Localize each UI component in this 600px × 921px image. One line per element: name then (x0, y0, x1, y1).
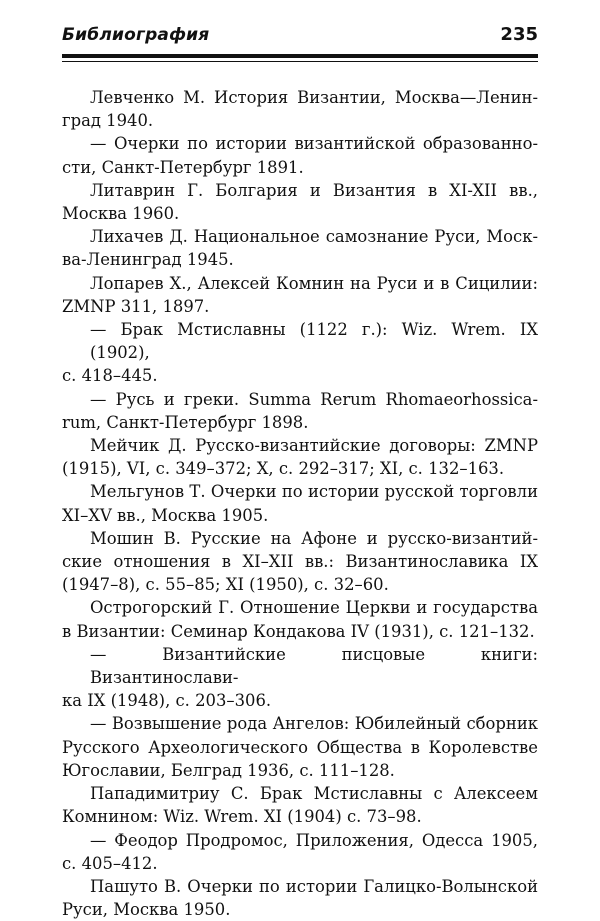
entry-line: — Русь и греки. Summa Rerum Rhomaeorhossica- (90, 389, 538, 409)
bibliography-entry (62, 527, 538, 597)
entry-line: с. 405–412. (62, 853, 158, 873)
header-rule-thin (62, 61, 538, 62)
bibliography-entry (62, 388, 538, 434)
entry-line: Лопарев Х., Алексей Комнин на Руси и в Сицилии: (90, 273, 538, 293)
entry-line: Острогорский Г. Отношение Церкви и государства (90, 598, 538, 618)
entry-line: Пападимитриу С. Брак Мстиславны с Алексеем (90, 784, 538, 804)
bibliography-entry (62, 179, 538, 225)
entry-line: ва-Ленинград 1945. (62, 250, 234, 270)
bibliography-entry (62, 875, 538, 921)
entry-line: — Византийские писцовые книги: Византинослави- (90, 644, 538, 688)
bibliography-entry (62, 272, 538, 318)
entry-line: Мейчик Д. Русско-византийские договоры: ZMNP (90, 436, 538, 456)
page-number: 235 (500, 24, 538, 45)
entry-line: град 1940. (62, 111, 154, 131)
entry-line: — Феодор Продромос, Приложения, Одесса 1905, (90, 830, 538, 850)
bibliography-entry (62, 86, 538, 132)
bibliography-entry (62, 434, 538, 480)
entry-line: Москва 1960. (62, 204, 180, 224)
entry-line: Литаврин Г. Болгария и Византия в XI-XII вв., (90, 180, 538, 200)
entry-line: Пашуто В. Очерки по истории Галицко-Волынской (90, 876, 538, 896)
header-rule-thick (62, 54, 538, 58)
bibliography-entry (62, 596, 538, 642)
entry-line: rum, Санкт-Петербург 1898. (62, 412, 309, 432)
entry-line: Левченко М. История Византии, Москва—Ленин- (90, 88, 538, 107)
entry-line: — Брак Мстиславны (1122 г.): Wiz. Wrem. IX (1902), (90, 320, 538, 363)
entry-line: Руси, Москва 1950. (62, 900, 231, 920)
entry-line: в Византии: Семинар Кондакова IV (1931), с. 121–132. (62, 621, 535, 641)
bibliography-entry (62, 132, 538, 178)
entry-line: сти, Санкт-Петербург 1891. (62, 157, 304, 177)
bibliography-entry (62, 643, 538, 713)
entry-line: — Возвышение рода Ангелов: Юбилейный сборник (90, 714, 538, 734)
entry-line: ка IX (1948), с. 203–306. (62, 691, 272, 711)
bibliography-entry (62, 318, 538, 388)
bibliography-entry (62, 225, 538, 271)
entry-line: XI–XV вв., Москва 1905. (62, 505, 269, 525)
bibliography-list (62, 86, 538, 921)
entry-line: — Очерки по истории византийской образованно- (90, 134, 538, 154)
entry-line: ZMNP 311, 1897. (62, 296, 210, 316)
entry-line: с. 418–445. (62, 366, 158, 386)
entry-line: Русского Археологического Общества в Королевстве (62, 737, 538, 757)
entry-line: Комнином: Wiz. Wrem. XI (1904) с. 73–98. (62, 807, 422, 827)
bibliography-entry (62, 712, 538, 782)
entry-line: Мельгунов Т. Очерки по истории русской торговли (90, 482, 538, 502)
bibliography-entry (62, 829, 538, 875)
entry-line: (1915), VI, с. 349–372; X, с. 292–317; XI, с. 132–163. (62, 459, 505, 479)
entry-line: (1947–8), с. 55–85; XI (1950), с. 32–60. (62, 575, 389, 595)
section-title: Библиография (62, 25, 210, 45)
entry-line: Лихачев Д. Национальное самознание Руси, Моск- (90, 227, 538, 247)
entry-line: Мошин В. Русские на Афоне и русско-византий- (90, 528, 538, 548)
bibliography-entry (62, 480, 538, 526)
entry-line: Югославии, Белград 1936, с. 111–128. (62, 760, 395, 780)
running-head (62, 24, 538, 54)
entry-line: ские отношения в XI–XII вв.: Византинославика IX (62, 552, 538, 572)
bibliography-entry (62, 782, 538, 828)
